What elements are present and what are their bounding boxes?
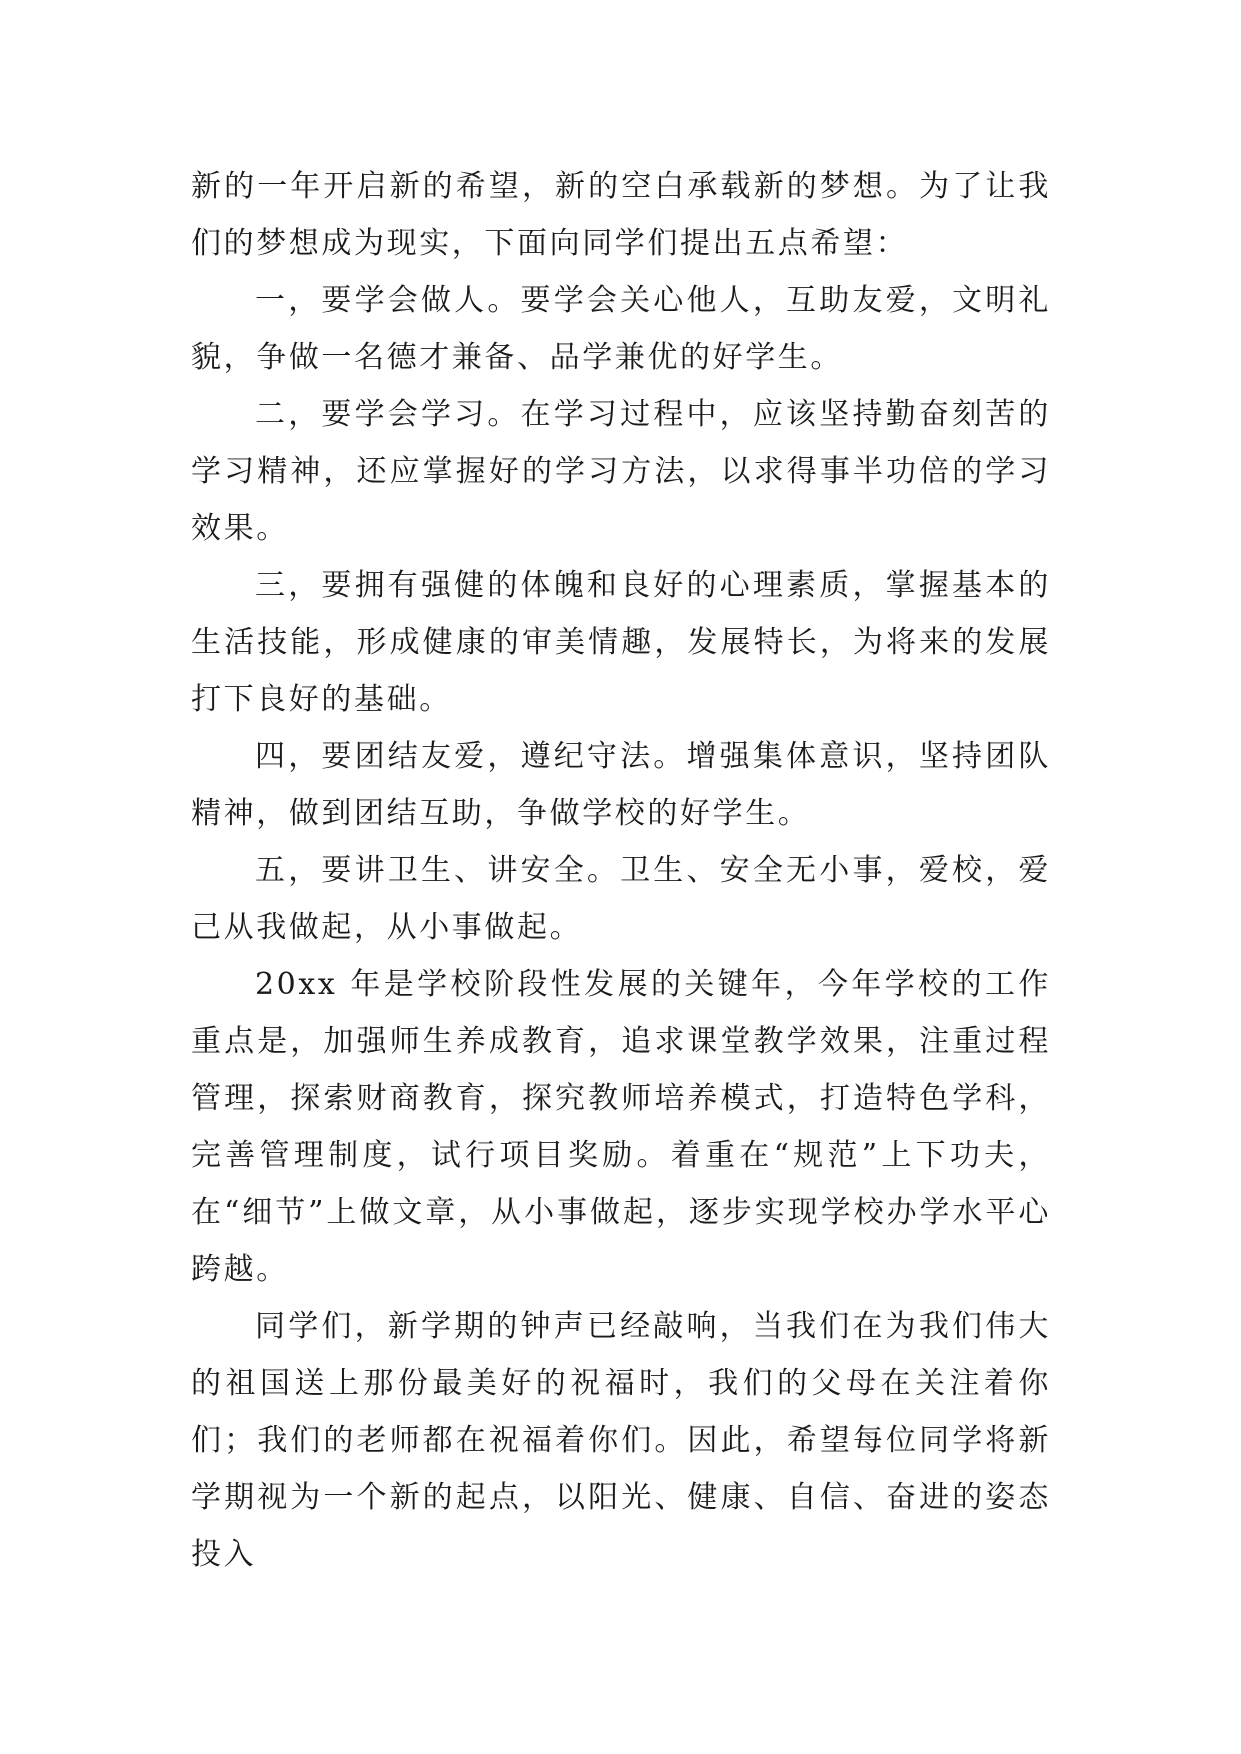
- paragraph-hope-2: 二，要学会学习。在学习过程中，应该坚持勤奋刻苦的学习精神，还应掌握好的学习方法，以求得事半功倍的学习效果。: [191, 397, 1051, 546]
- paragraph-hope-4: 四，要团结友爱，遵纪守法。增强集体意识，坚持团队精神，做到团结互助，争做学校的好学生。: [191, 739, 1051, 831]
- paragraph-intro: 新的一年开启新的希望，新的空白承载新的梦想。为了让我们的梦想成为现实，下面向同学们提出五点希望：: [191, 169, 1051, 261]
- paragraph-hope-3: 三，要拥有强健的体魄和良好的心理素质，掌握基本的生活技能，形成健康的审美情趣，发展特长，为将来的发展打下良好的基础。: [191, 568, 1051, 717]
- paragraph-school-work: 20xx 年是学校阶段性发展的关键年，今年学校的工作重点是，加强师生养成教育，追求课堂教学效果，注重过程管理，探索财商教育，探究教师培养模式，打造特色学科，完善管理制度，试行项目奖励。着重在“规范”上下功夫，在“细节”上做文章，从小事做起，逐步实现学校办学水平心跨越。: [191, 967, 1051, 1287]
- paragraph-hope-1: 一，要学会做人。要学会关心他人，互助友爱，文明礼貌，争做一名德才兼备、品学兼优的好学生。: [191, 283, 1051, 375]
- paragraph-closing: 同学们，新学期的钟声已经敲响，当我们在为我们伟大的祖国送上那份最美好的祝福时，我们的父母在关注着你们；我们的老师都在祝福着你们。因此，希望每位同学将新学期视为一个新的起点，以阳光、健康、自信、奋进的姿态投入: [191, 1309, 1051, 1572]
- paragraph-hope-5: 五，要讲卫生、讲安全。卫生、安全无小事，爱校，爱己从我做起，从小事做起。: [191, 853, 1051, 945]
- document-body: [191, 158, 1051, 1583]
